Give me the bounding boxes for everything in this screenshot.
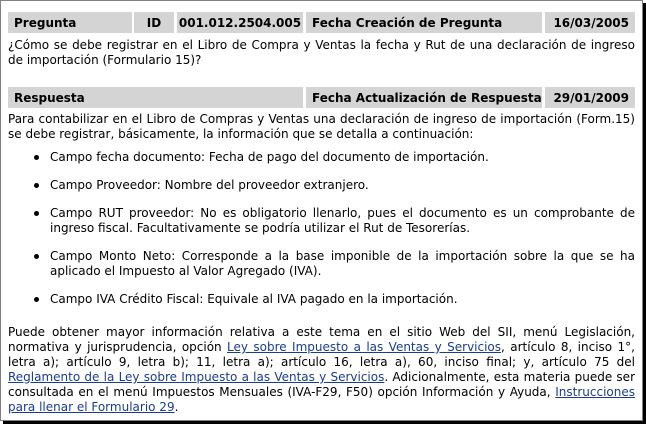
pregunta-id-value-cell (177, 12, 303, 33)
respuesta-label-cell (8, 87, 303, 108)
respuesta-fecha-label-cell (306, 87, 542, 108)
final-text-1: Puede obtener mayor información relativa a este tema en el sitio Web del SII, menú Legislación, normativa y jurisprudencia, opción (8, 325, 635, 354)
pregunta-id-label: ID (146, 15, 162, 30)
pregunta-fecha-value-cell (545, 12, 635, 33)
pregunta-fecha-label: Fecha Creación de Pregunta (312, 15, 503, 30)
list-item: Campo fecha documento: Fecha de pago del documento de importación. (30, 150, 635, 165)
pregunta-fecha-label-cell (306, 12, 542, 33)
respuesta-fecha-label: Fecha Actualización de Respuesta (312, 90, 542, 105)
instrucciones-f29-link[interactable]: Instrucciones para llenar el Formulario 29 (8, 385, 635, 414)
respuesta-bullet-list (30, 150, 635, 320)
final-text-4: . (174, 400, 179, 414)
pregunta-label: Pregunta (14, 15, 77, 30)
respuesta-intro: Para contabilizar en el Libro de Compras y Ventas una declaración de ingreso de importación (Form.15) se debe registrar, básicamente, la información que se detalla a continuación: (8, 112, 635, 141)
respuesta-fecha-value: 29/01/2009 (553, 90, 629, 105)
list-item: Campo RUT proveedor: No es obligatorio llenarlo, pues el documento es un comprobante de ingreso fiscal. Facultativamente se podría utilizar el Rut de Tesorerías. (30, 206, 635, 236)
final-text-2: , artículo 8, inciso 1°, letra a); artículo 9, letra b); 11, letra a); artículo 16, letra a), 60, inciso final; y, artículo 75 del (8, 340, 635, 369)
pregunta-texto: ¿Cómo se debe registrar en el Libro de Compra y Ventas la fecha y Rut de una declaración de ingreso de importación (Formulario 15)? (8, 38, 635, 67)
ley-iva-link[interactable]: Ley sobre Impuesto a las Ventas y Servicios (227, 340, 502, 354)
list-item: Campo IVA Crédito Fiscal: Equivale al IVA pagado en la importación. (30, 292, 635, 307)
reglamento-iva-link[interactable]: Reglamento de la Ley sobre Impuesto a las Ventas y Servicios (8, 370, 385, 384)
list-item: Campo Proveedor: Nombre del proveedor extranjero. (30, 178, 635, 193)
pregunta-id-label-cell (134, 12, 174, 33)
list-item: Campo Monto Neto: Corresponde a la base imponible de la importación sobre la que se ha aplicado el Impuesto al Valor Agregado (IVA). (30, 249, 635, 279)
final-text-3: . Adicionalmente, esta materia puede ser consultada en el menú Impuestos Mensuales (IVA-F29, F50) opción Información y Ayuda, (8, 370, 636, 399)
respuesta-label: Respuesta (14, 90, 85, 105)
respuesta-fecha-value-cell (545, 87, 635, 108)
respuesta-final-paragraph (8, 325, 635, 415)
pregunta-label-cell (8, 12, 132, 33)
pregunta-fecha-value: 16/03/2005 (553, 15, 629, 30)
pregunta-id-value: 001.012.2504.005 (178, 15, 302, 30)
